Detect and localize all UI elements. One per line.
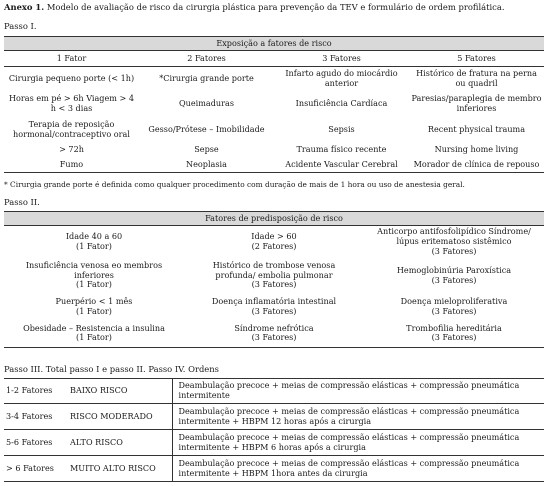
factor-name: Hemoglobinúria Paroxística <box>396 264 512 275</box>
table-cell: Fumo <box>59 158 84 169</box>
factor-name: Síndrome nefrótica <box>234 322 314 333</box>
table-cell: Trauma físico recente <box>296 144 387 155</box>
table-cell: Acidente Vascular Cerebral <box>285 158 398 169</box>
factor-cell <box>4 258 184 294</box>
passo1-section-title: Exposição a fatores de risco <box>4 37 544 51</box>
factor-cell <box>184 258 364 294</box>
factor-cell <box>364 294 544 320</box>
order-cell: Deambulação precoce + meias de compressão elásticas + compressão pneumática intermitente + HBPM 1hora antes da cirurgia <box>172 456 544 482</box>
table-cell: Paresias/paraplegia de membro inferiores <box>411 92 542 113</box>
annex-caption: Modelo de avaliação de risco da cirurgia plástica para prevenção da TEV e formulário de ordem profilática. <box>46 2 505 12</box>
factor-cell <box>364 258 544 294</box>
table-row <box>4 117 544 143</box>
factor-cell <box>364 320 544 348</box>
table-row <box>4 91 544 117</box>
factors-cell: 1-2 Fatores <box>4 379 68 404</box>
col-header: 5 Fatores <box>457 52 496 63</box>
factors-cell: > 6 Fatores <box>4 456 68 482</box>
factor-cell <box>4 226 184 258</box>
passo2-section-title: Fatores de predisposição de risco <box>4 212 544 226</box>
table-row <box>4 320 544 348</box>
table-row <box>4 456 544 482</box>
table-row <box>4 226 544 258</box>
factor-score: (3 Fatores) <box>431 274 477 285</box>
table-cell: Insuficiência Cardíaca <box>295 97 388 108</box>
passo1-heading: Passo I. <box>4 21 37 31</box>
factor-score: (1 Fator) <box>76 332 112 343</box>
table-row <box>4 430 544 456</box>
factor-cell <box>4 320 184 348</box>
table-cell: Morador de clínica de repouso <box>413 158 540 169</box>
table-row <box>4 67 544 91</box>
col-header: 1 Fator <box>56 52 87 63</box>
table-row <box>4 379 544 404</box>
factor-score: (3 Fatores) <box>431 332 477 343</box>
factors-cell: 5-6 Fatores <box>4 430 68 456</box>
order-cell: Deambulação precoce + meias de compressão elásticas + compressão pneumática intermitente <box>172 379 544 404</box>
table-row <box>4 143 544 158</box>
factor-name: Obesidade – Resistencia a insulina <box>23 322 165 333</box>
table-row <box>4 258 544 294</box>
passo3-heading: Passo III. Total passo I e passo II. Passo IV. Ordens <box>4 364 219 374</box>
risk-level-cell: MUITO ALTO RISCO <box>68 456 172 482</box>
factor-score: (1 Fator) <box>76 240 112 251</box>
risk-level-cell: ALTO RISCO <box>68 430 172 456</box>
factor-cell <box>184 320 364 348</box>
table-row <box>4 294 544 320</box>
factor-score: (1 Fator) <box>76 305 112 316</box>
factor-score: (2 Fatores) <box>251 240 297 251</box>
table-cell: > 72h <box>59 144 84 155</box>
table-cell: Nursing home living <box>434 144 519 155</box>
passo1-footnote: * Cirurgia grande porte é definida como qualquer procedimento com duração de mais de 1 hora ou uso de anestesia geral. <box>4 180 465 189</box>
passo2-heading: Passo II. <box>4 197 40 207</box>
col-header: 2 Fatores <box>187 52 226 63</box>
factor-cell <box>364 226 544 258</box>
table-row <box>4 404 544 430</box>
factor-name: Doença mieloproliferativa <box>400 295 508 306</box>
order-cell: Deambulação precoce + meias de compressão elásticas + compressão pneumática intermitente + HBPM 12 horas após a cirurgia <box>172 404 544 430</box>
factor-cell <box>4 294 184 320</box>
factors-cell: 3-4 Fatores <box>4 404 68 430</box>
factor-cell <box>184 294 364 320</box>
table-cell: *Cirurgia grande porte <box>159 72 254 83</box>
order-cell: Deambulação precoce + meias de compressão elásticas + compressão pneumática intermitente + HBPM 6 horas após a cirurgia <box>172 430 544 456</box>
factor-name: Histórico de trombose venosa profunda/ embolia pulmonar <box>212 260 336 280</box>
table-cell: Histórico de fratura na perna ou quadril <box>416 68 537 88</box>
table-cell: Infarto agudo do miocárdio anterior <box>285 68 398 88</box>
factor-score: (3 Fatores) <box>431 305 477 316</box>
factor-name: Idade 40 a 60 <box>65 231 123 242</box>
factor-score: (3 Fatores) <box>251 279 297 290</box>
table-cell: Neoplasia <box>186 158 227 169</box>
table-cell: Queimaduras <box>179 97 234 108</box>
risk-level-cell: RISCO MODERADO <box>68 404 172 430</box>
factor-name: Insuficiência venosa eo membros inferiores <box>25 260 163 280</box>
orders-table <box>4 378 544 482</box>
predisposition-table <box>4 211 544 348</box>
table-cell: Horas em pé > 6h Viagem > 4 h < 3 dias <box>8 92 135 113</box>
table-cell: Sepsis <box>328 123 355 134</box>
table-cell: Recent physical trauma <box>427 123 526 134</box>
factor-name: Anticorpo antifosfolipídico Síndrome/ lúpus eritematoso sistêmico <box>377 226 531 246</box>
risk-exposure-table <box>4 36 544 173</box>
annex-title <box>4 2 505 12</box>
factor-name: Idade > 60 <box>251 231 297 242</box>
risk-level-cell: BAIXO RISCO <box>68 379 172 404</box>
factor-cell <box>184 226 364 258</box>
factor-name: Doença inflamatória intestinal <box>211 295 337 306</box>
table-cell: Gesso/Prótese – Imobilidade <box>148 123 265 134</box>
factor-score: (1 Fator) <box>76 279 112 290</box>
factor-name: Puerpério < 1 mês <box>55 295 133 306</box>
table-cell: Cirurgia pequeno porte (< 1h) <box>8 72 135 83</box>
annex-label: Anexo 1. <box>4 2 45 12</box>
factor-score: (3 Fatores) <box>251 332 297 343</box>
factor-name: Trombofilia hereditária <box>406 322 502 333</box>
col-header: 3 Fatores <box>322 52 361 63</box>
table-row <box>4 158 544 173</box>
table-cell: Terapia de reposição hormonal/contraceptivo oral <box>13 118 130 139</box>
factor-score: (3 Fatores) <box>431 245 477 256</box>
table-cell: Sepse <box>194 144 219 155</box>
factor-score: (3 Fatores) <box>251 305 297 316</box>
